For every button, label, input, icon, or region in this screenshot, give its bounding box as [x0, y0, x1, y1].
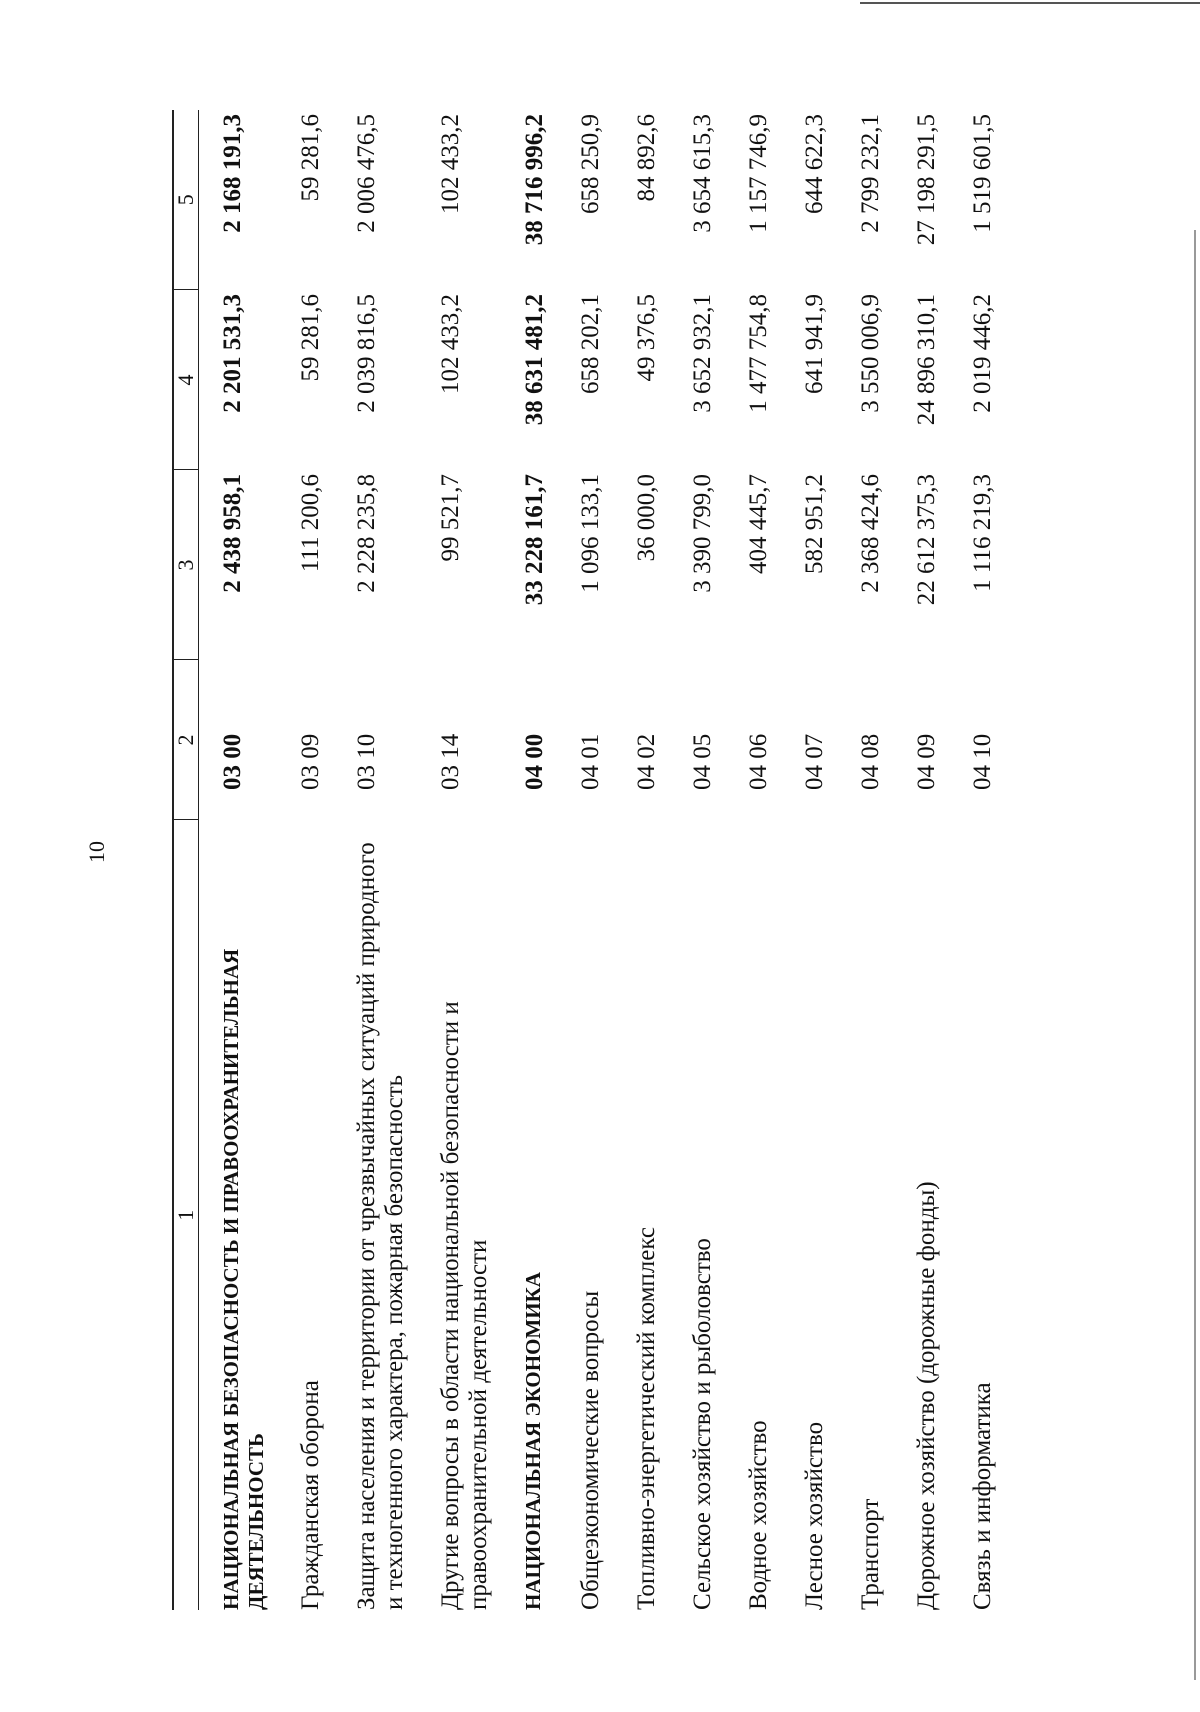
row-value-col-4: 3 550 006,9	[857, 294, 884, 413]
row-value-col-3: 111 200,6	[297, 474, 324, 573]
row-name: Лесное хозяйство	[801, 1421, 828, 1610]
row-value-col-3: 33 228 161,7	[521, 474, 548, 606]
table-row	[949, 110, 1005, 1610]
table-row	[781, 110, 837, 1610]
rotated-page-content	[140, 90, 1170, 1650]
row-name: Связь и информатика	[969, 1382, 996, 1610]
row-name: НАЦИОНАЛЬНАЯ БЕЗОПАСНОСТЬ И ПРАВООХРАНИТЕЛЬНАЯ ДЕЯТЕЛЬНОСТЬ	[219, 948, 268, 1610]
row-value-col-3: 36 000,0	[633, 474, 660, 562]
row-name: НАЦИОНАЛЬНАЯ ЭКОНОМИКА	[521, 1272, 545, 1610]
row-name: Топливно-энергетический комплекс	[633, 1227, 660, 1610]
row-code: 03 10	[353, 733, 380, 790]
row-value-col-3: 2 368 424,6	[857, 474, 884, 593]
row-value-col-4: 2 201 531,3	[219, 294, 246, 413]
row-code: 04 08	[857, 733, 884, 790]
row-value-col-4: 2 019 446,2	[969, 294, 996, 413]
row-code: 03 09	[297, 733, 324, 790]
row-value-col-4: 2 039 816,5	[353, 294, 380, 413]
row-value-col-5: 27 198 291,5	[913, 114, 940, 246]
row-value-col-4: 59 281,6	[297, 294, 324, 382]
row-value-col-5: 2 006 476,5	[353, 114, 380, 233]
row-value-col-3: 404 445,7	[745, 474, 772, 574]
row-code: 04 06	[745, 733, 772, 790]
row-value-col-4: 102 433,2	[437, 294, 464, 394]
budget-table	[172, 110, 1005, 1610]
row-value-col-3: 2 438 958,1	[219, 474, 246, 593]
row-code: 04 10	[969, 733, 996, 790]
row-value-col-5: 2 799 232,1	[857, 114, 884, 233]
row-name: Дорожное хозяйство (дорожные фонды)	[913, 1181, 940, 1610]
header-col-2: 2	[173, 660, 199, 820]
row-code: 04 01	[577, 733, 604, 790]
header-col-5: 5	[173, 110, 199, 290]
table-row	[277, 110, 333, 1610]
row-value-col-4: 24 896 310,1	[913, 294, 940, 426]
row-value-col-3: 22 612 375,3	[913, 474, 940, 606]
row-code: 04 02	[633, 733, 660, 790]
table-row	[417, 110, 501, 1610]
row-value-col-5: 1 519 601,5	[969, 114, 996, 233]
row-value-col-4: 3 652 932,1	[689, 294, 716, 413]
row-value-col-4: 1 477 754,8	[745, 294, 772, 413]
scan-edge-right	[1194, 230, 1196, 1680]
row-value-col-4: 49 376,5	[633, 294, 660, 382]
table-row	[501, 110, 557, 1610]
row-value-col-5: 3 654 615,3	[689, 114, 716, 233]
row-value-col-5: 38 716 996,2	[521, 114, 548, 246]
row-value-col-3: 582 951,2	[801, 474, 828, 574]
row-code: 04 05	[689, 733, 716, 790]
scan-edge-top	[860, 2, 1200, 4]
table-row	[199, 110, 278, 1610]
row-value-col-5: 59 281,6	[297, 114, 324, 202]
row-name: Транспорт	[857, 1498, 884, 1610]
row-value-col-3: 3 390 799,0	[689, 474, 716, 593]
row-value-col-3: 2 228 235,8	[353, 474, 380, 593]
row-value-col-5: 102 433,2	[437, 114, 464, 214]
row-value-col-5: 1 157 746,9	[745, 114, 772, 233]
table-row	[837, 110, 893, 1610]
row-value-col-4: 38 631 481,2	[521, 294, 548, 426]
row-code: 03 00	[219, 733, 246, 790]
row-value-col-5: 658 250,9	[577, 114, 604, 214]
table-row	[557, 110, 613, 1610]
row-value-col-5: 84 892,6	[633, 114, 660, 202]
row-value-col-3: 1 116 219,3	[969, 474, 996, 592]
table-body	[199, 110, 1006, 1610]
row-code: 03 14	[437, 733, 464, 790]
row-value-col-5: 2 168 191,3	[219, 114, 246, 233]
row-value-col-3: 99 521,7	[437, 474, 464, 562]
header-row	[173, 110, 199, 1610]
row-name: Другие вопросы в области национальной безопасности и правоохранительной деятельности	[437, 1001, 492, 1610]
header-col-1: 1	[173, 820, 199, 1610]
row-name: Защита населения и территории от чрезвычайных ситуаций природного и техногенного характера, пожарная безопасность	[353, 842, 408, 1610]
table-row	[725, 110, 781, 1610]
table-row	[333, 110, 417, 1610]
row-name: Водное хозяйство	[745, 1420, 772, 1610]
table-row	[613, 110, 669, 1610]
row-value-col-4: 641 941,9	[801, 294, 828, 394]
row-name: Гражданская оборона	[297, 1380, 324, 1610]
table-row	[893, 110, 949, 1610]
header-col-3: 3	[173, 470, 199, 660]
row-code: 04 09	[913, 733, 940, 790]
row-name: Сельское хозяйство и рыболовство	[689, 1238, 716, 1610]
row-value-col-4: 658 202,1	[577, 294, 604, 394]
page-number: 10	[84, 841, 109, 863]
row-code: 04 00	[521, 733, 548, 790]
header-col-4: 4	[173, 290, 199, 470]
row-code: 04 07	[801, 733, 828, 790]
row-value-col-5: 644 622,3	[801, 114, 828, 214]
row-name: Общеэкономические вопросы	[577, 1290, 604, 1610]
row-value-col-3: 1 096 133,1	[577, 474, 604, 593]
table-row	[669, 110, 725, 1610]
